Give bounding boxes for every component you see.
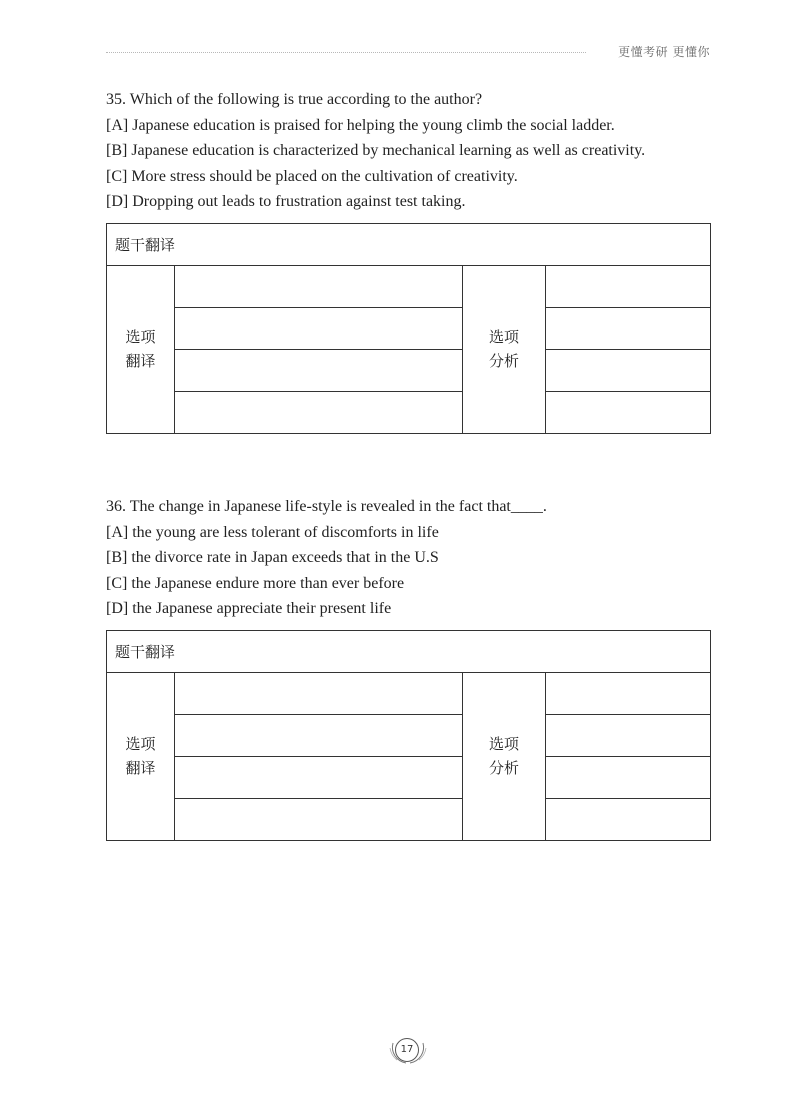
answer-grid bbox=[106, 223, 711, 434]
analysis-cell bbox=[546, 798, 711, 840]
stem-translation-label: 题干翻译 bbox=[107, 223, 711, 265]
option-translation-label: 选项 翻译 bbox=[107, 265, 175, 433]
page-number bbox=[385, 1035, 431, 1065]
option-d: [D] the Japanese appreciate their present life bbox=[106, 600, 392, 618]
option-b: [B] the divorce rate in Japan exceeds that in the U.S bbox=[106, 549, 439, 567]
translation-cell bbox=[175, 672, 463, 714]
analysis-cell bbox=[546, 265, 711, 307]
analysis-cell bbox=[546, 756, 711, 798]
page-number-badge: 17 bbox=[395, 1038, 419, 1062]
option-a: [A] Japanese education is praised for helping the young climb the social ladder. bbox=[106, 116, 615, 134]
stem-translation-label: 题干翻译 bbox=[107, 630, 711, 672]
translation-cell bbox=[175, 307, 463, 349]
translation-cell bbox=[175, 349, 463, 391]
question-stem: 35. Which of the following is true according to the author? bbox=[106, 91, 483, 108]
question-35 bbox=[106, 87, 711, 434]
analysis-cell bbox=[546, 672, 711, 714]
translation-cell bbox=[175, 265, 463, 307]
analysis-cell bbox=[546, 391, 711, 433]
translation-cell bbox=[175, 391, 463, 433]
option-b: [B] Japanese education is characterized by mechanical learning as well as creativity. bbox=[106, 142, 646, 160]
analysis-cell bbox=[546, 349, 711, 391]
question-36 bbox=[106, 494, 711, 841]
answer-grid bbox=[106, 630, 711, 841]
option-d: [D] Dropping out leads to frustration against test taking. bbox=[106, 193, 466, 211]
option-c: [C] More stress should be placed on the cultivation of creativity. bbox=[106, 167, 518, 185]
translation-cell bbox=[175, 798, 463, 840]
question-stem: 36. The change in Japanese life-style is revealed in the fact that____. bbox=[106, 498, 547, 515]
translation-cell bbox=[175, 714, 463, 756]
option-analysis-label: 选项 分析 bbox=[463, 672, 546, 840]
translation-cell bbox=[175, 756, 463, 798]
header-divider bbox=[106, 52, 586, 53]
option-translation-label: 选项 翻译 bbox=[107, 672, 175, 840]
analysis-cell bbox=[546, 307, 711, 349]
option-a: [A] the young are less tolerant of discomforts in life bbox=[106, 523, 439, 541]
option-analysis-label: 选项 分析 bbox=[463, 265, 546, 433]
option-c: [C] the Japanese endure more than ever before bbox=[106, 574, 405, 592]
header-slogan: 更懂考研 更懂你 bbox=[618, 45, 710, 59]
analysis-cell bbox=[546, 714, 711, 756]
